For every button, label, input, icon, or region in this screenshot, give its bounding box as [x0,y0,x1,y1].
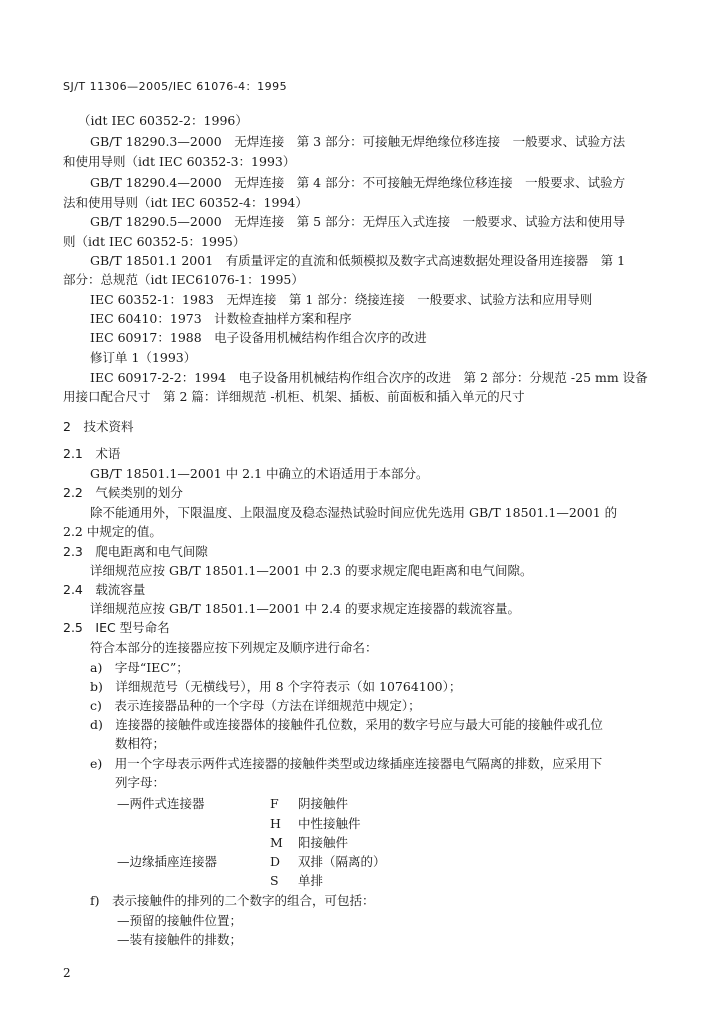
code-desc: 中性接触件 [298,816,361,831]
subsection-heading: 2.4 载流容量 [63,582,146,597]
ref-line: 法和使用导则（idt IEC 60352-4：1994） [63,195,308,210]
list-item: 数相符； [90,736,166,751]
list-item: f) 表示接触件的排列的二个数字的组合，可包括： [90,893,375,908]
code-desc: 双排（隔离的） [298,854,386,869]
ref-line: 用接口配合尺寸 第 2 篇：详细规范 -机柜、机架、插板、前面板和插入单元的尺寸 [63,389,525,404]
ref-line: GB/T 18290.3—2000 无焊连接 第 3 部分：可接触无焊绝缘位移连接 一般要求、试验方法 [90,134,626,149]
running-header: SJ/T 11306—2005/IEC 61076-4：1995 [63,80,288,93]
ref-line: 则（idt IEC 60352-5：1995） [63,234,246,249]
list-item: b) 详细规范号（无横线号），用 8 个字符表示（如 10764100）； [90,679,462,694]
ref-line: IEC 60410：1973 计数检查抽样方案和程序 [90,311,352,326]
list-item: a) 字母“IEC”； [90,660,189,675]
code-letter: M [270,835,283,850]
sub-item: —装有接触件的排数； [117,932,243,947]
code-letter: H [270,816,281,831]
sub-item: —预留的接触件位置； [117,913,243,928]
list-item: 列字母： [90,775,166,790]
subsection-heading: 2.3 爬电距离和电气间隙 [63,544,208,559]
body-text: 2.2 中规定的值。 [63,524,162,539]
body-text: 详细规范应按 GB/T 18501.1—2001 中 2.3 的要求规定爬电距离和电气间隙。 [90,563,533,578]
list-item: c) 表示连接器品种的一个字母（方法在详细规范中规定）； [90,698,421,713]
ref-line: IEC 60917-2-2：1994 电子设备用机械结构作组合次序的改进 第 2 部分：分规范 -25 mm 设备 [90,370,648,385]
subsection-heading: 2.1 术语 [63,446,121,461]
ref-line: 修订单 1（1993） [90,350,197,365]
list-item: e) 用一个字母表示两件式连接器的接触件类型或边缘插座连接器电气隔离的排数，应采用下 [90,756,603,771]
code-letter: F [270,796,279,811]
ref-line: 和使用导则（idt IEC 60352-3：1993） [63,154,296,169]
body-text: 除不能通用外，下限温度、上限温度及稳态湿热试验时间应优先选用 GB/T 18501.1—2001 的 [90,505,618,520]
body-text: 符合本部分的连接器应按下列规定及顺序进行命名： [90,640,378,655]
code-group: —边缘插座连接器 [117,854,218,869]
section-heading: 2 技术资料 [63,419,134,434]
code-group: —两件式连接器 [117,796,205,811]
subsection-heading: 2.5 IEC 型号命名 [63,620,170,635]
code-desc: 单排 [298,873,324,888]
body-text: GB/T 18501.1—2001 中 2.1 中确立的术语适用于本部分。 [90,466,429,481]
ref-line: 部分：总规范（idt IEC61076-1：1995） [63,272,304,287]
code-desc: 阳接触件 [298,835,349,850]
ref-line: IEC 60917：1988 电子设备用机械结构作组合次序的改进 [90,330,427,345]
ref-line: GB/T 18290.4—2000 无焊连接 第 4 部分：不可接触无焊绝缘位移连接 一般要求、试验方 [90,175,626,190]
ref-line: GB/T 18290.5—2000 无焊连接 第 5 部分：无焊压入式连接 一般要求、试验方法和使用导 [90,214,626,229]
code-letter: S [270,873,279,888]
subsection-heading: 2.2 气候类别的划分 [63,485,183,500]
code-letter: D [270,854,281,869]
ref-line: GB/T 18501.1 2001 有质量评定的直流和低频模拟及数字式高速数据处理设备用连接器 第 1 [90,253,626,268]
code-desc: 阴接触件 [298,796,349,811]
body-text: 详细规范应按 GB/T 18501.1—2001 中 2.4 的要求规定连接器的载流容量。 [90,601,520,616]
ref-line: （idt IEC 60352-2：1996） [78,113,248,128]
ref-line: IEC 60352-1：1983 无焊连接 第 1 部分：绕接连接 一般要求、试验方法和应用导则 [90,292,593,307]
page-number: 2 [63,966,71,980]
list-item: d) 连接器的接触件或连接器体的接触件孔位数，采用的数字号应与最大可能的接触件或孔位 [90,717,603,732]
